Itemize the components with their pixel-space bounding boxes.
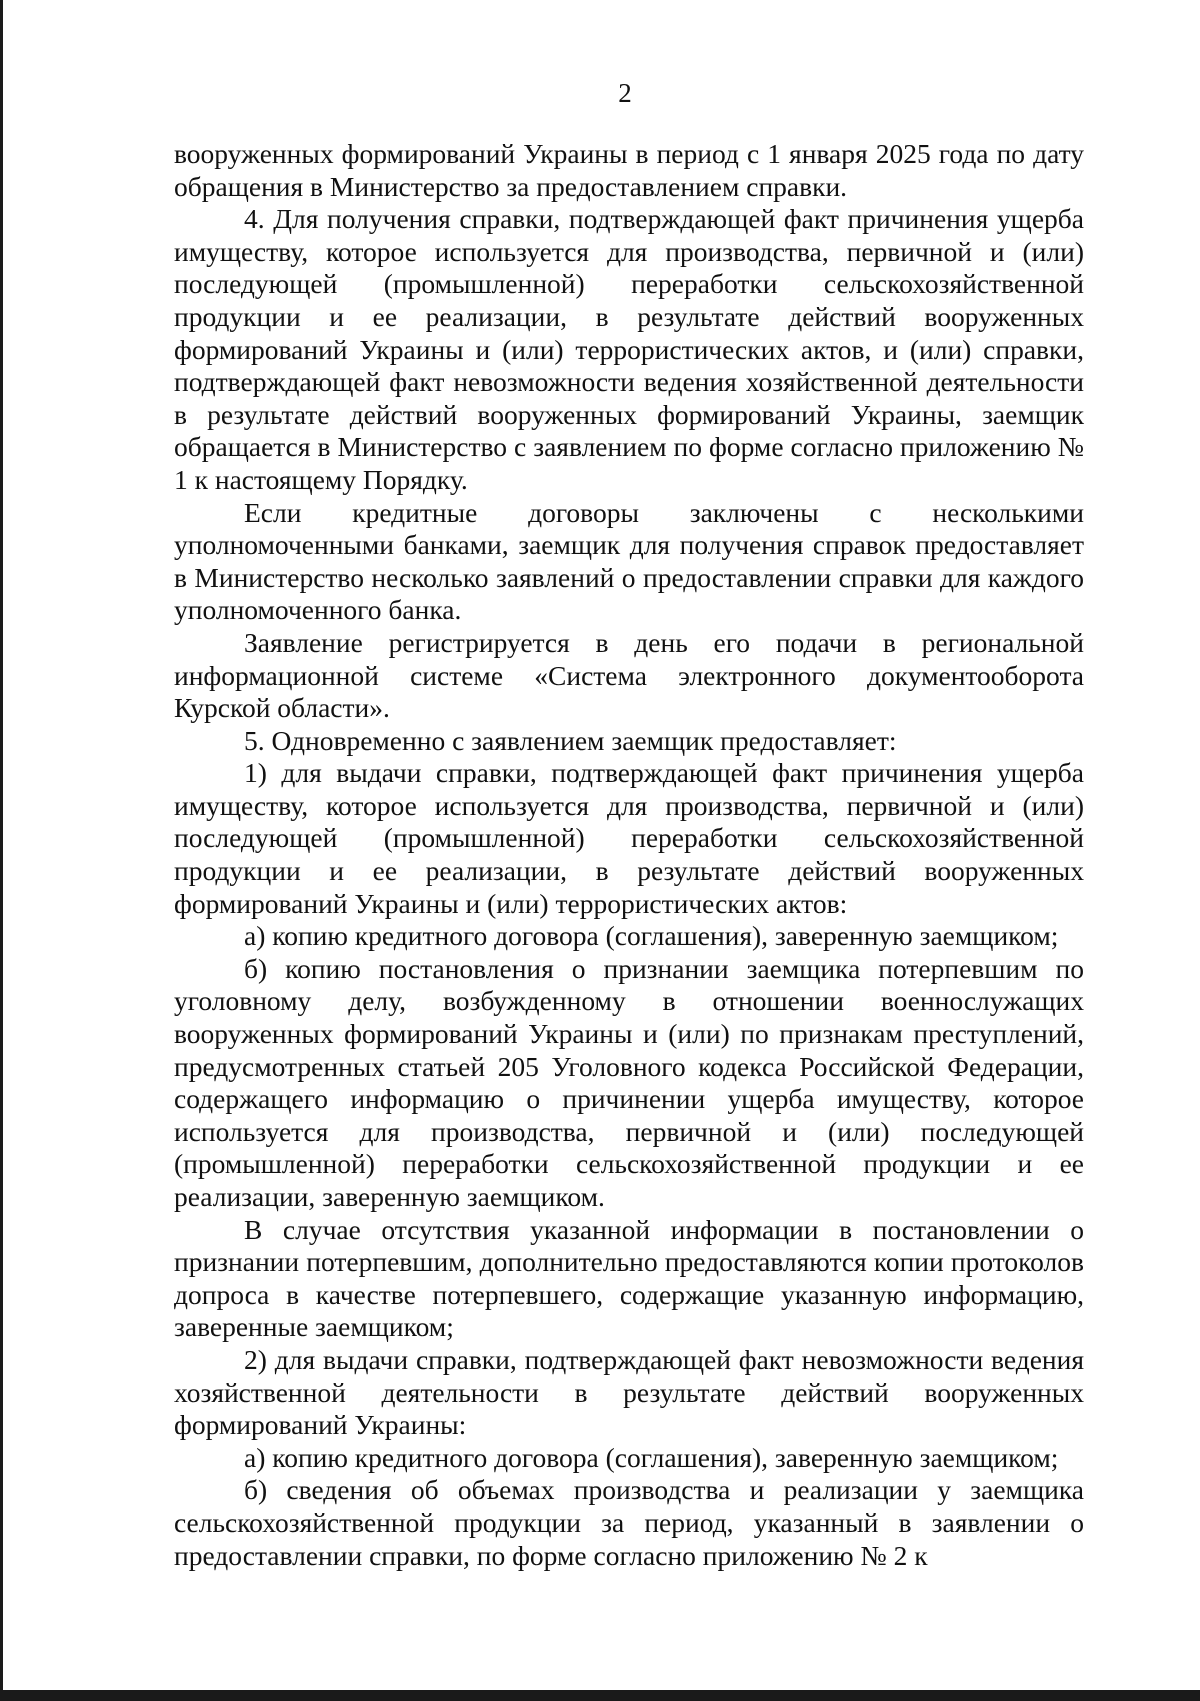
paragraph-registration: Заявление регистрируется в день его подачи в региональной информационной системе «Система электронного документооборота Курской области». [174, 626, 1084, 724]
scan-bottom-border [0, 1690, 1200, 1701]
paragraph-subitem-2a: а) копию кредитного договора (соглашения), заверенную заемщиком; [244, 1441, 1059, 1473]
paragraph-multiple-banks: Если кредитные договоры заключены с несколькими уполномоченными банками, заемщик для получения справок предоставляет в Министерство несколько заявлений о предоставлении справки для каждого уполномоченного банка. [174, 496, 1084, 626]
paragraph-item-4: 4. Для получения справки, подтверждающей факт причинения ущерба имуществу, которое используется для производства, первичной и (или) последующей (промышленной) переработки сельскохозяйственной продукции и ее реализации, в результате действий вооруженных формирований Украины и (или) террористических актов, и (или) справки, подтверждающей факт невозможности ведения хозяйственной деятельности в результате действий вооруженных формирований Украины, заемщик обращается в Министерство с заявлением по форме согласно приложению № 1 к настоящему Порядку. [174, 203, 1084, 495]
document-body [174, 138, 1084, 1572]
paragraph-item-5: 5. Одновременно с заявлением заемщик предоставляет: [244, 724, 897, 756]
page-number: 2 [618, 78, 632, 108]
paragraph-subitem-1b: б) копию постановления о признании заемщика потерпевшим по уголовному делу, возбужденному в отношении военнослужащих вооруженных формирований Украины и (или) по признакам преступлений, предусмотренных статьей 205 Уголовного кодекса Российской Федерации, содержащего информацию о причинении ущерба имуществу, которое используется для производства, первичной и (или) последующей (промышленной) переработки сельскохозяйственной продукции и ее реализации, заверенную заемщиком. [174, 952, 1084, 1212]
paragraph-continuation: вооруженных формирований Украины в период с 1 января 2025 года по дату обращения в Министерство за предоставлением справки. [174, 138, 1084, 202]
paragraph-subitem-2: 2) для выдачи справки, подтверждающей факт невозможности ведения хозяйственной деятельности в результате действий вооруженных формирований Украины: [174, 1343, 1084, 1441]
paragraph-subitem-1a: а) копию кредитного договора (соглашения), заверенную заемщиком; [244, 920, 1059, 952]
paragraph-subitem-1: 1) для выдачи справки, подтверждающей факт причинения ущерба имуществу, которое используется для производства, первичной и (или) последующей (промышленной) переработки сельскохозяйственной продукции и ее реализации, в результате действий вооруженных формирований Украины и (или) террористических актов: [174, 757, 1084, 919]
paragraph-absence-info: В случае отсутствия указанной информации в постановлении о признании потерпевшим, дополнительно предоставляются копии протоколов допроса в качестве потерпевшего, содержащие указанную информацию, заверенные заемщиком; [174, 1213, 1084, 1343]
paragraph-subitem-2b: б) сведения об объемах производства и реализации у заемщика сельскохозяйственной продукции за период, указанный в заявлении о предоставлении справки, по форме согласно приложению № 2 к [174, 1474, 1084, 1571]
scan-left-border [0, 0, 3, 1701]
